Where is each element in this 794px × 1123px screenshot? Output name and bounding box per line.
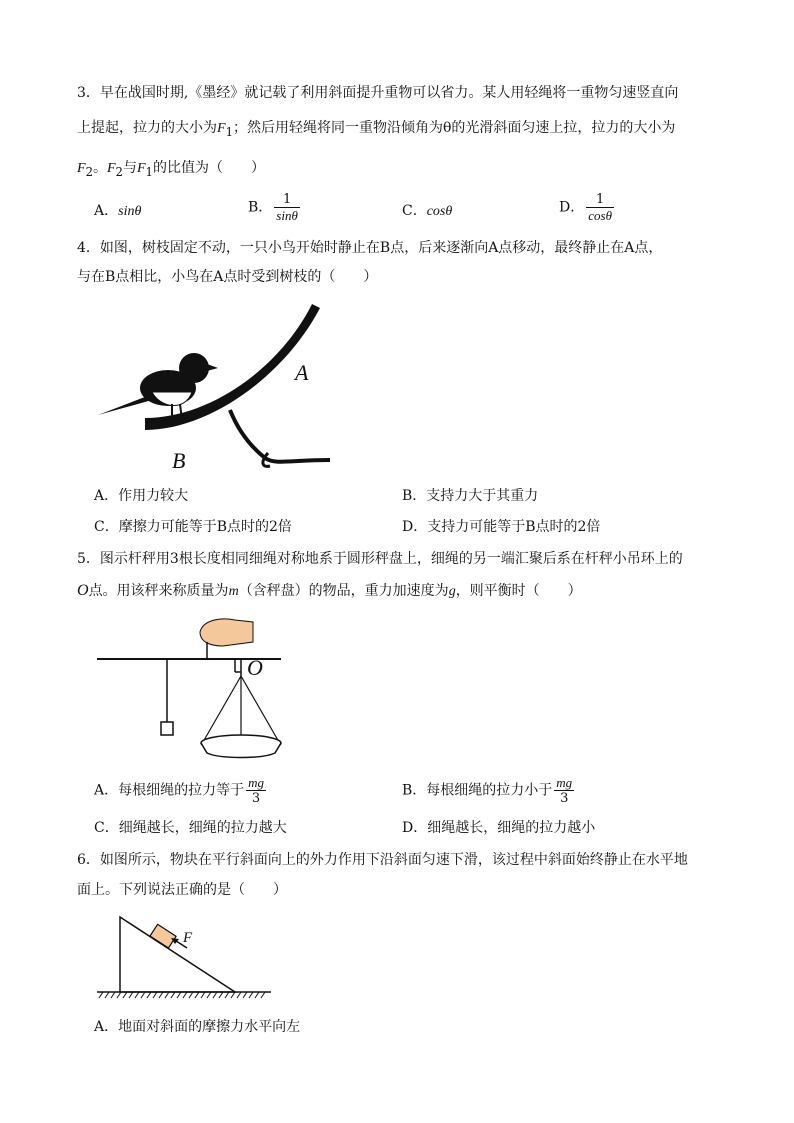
q5-option-b[interactable] — [402, 775, 574, 806]
q3-var-f1: F — [136, 161, 146, 176]
q5-option-a[interactable] — [94, 775, 266, 806]
q3-text: 上提起，拉力的大小为 — [77, 120, 217, 136]
q3-sub: 2 — [115, 164, 123, 179]
label-a: A — [295, 360, 309, 385]
q5-var-o: O — [77, 582, 89, 599]
q5-line-1: 5．图示杆秤用3根长度相同细绳对称地系于圆形秤盘上，细绳的另一端汇聚后系在杆秤小吊环上的 — [77, 551, 683, 567]
fraction-denominator: 3 — [251, 791, 261, 806]
q3-text: 。 — [92, 160, 107, 176]
q4-line-2: 与在B点相比，小鸟在A点时受到树枝的（ ） — [77, 269, 378, 285]
q4-option-c[interactable]: C．摩擦力可能等于B点时的2倍 — [94, 519, 292, 535]
fraction — [246, 775, 266, 806]
fraction-denominator: 3 — [560, 791, 569, 806]
q6-line-1: 6．如图所示，物块在平行斜面向上的外力作用下沿斜面匀速下滑，该过程中斜面始终静止在水平地 — [77, 852, 688, 868]
q3-option-b[interactable] — [248, 192, 300, 223]
fraction — [586, 192, 614, 223]
q6-line-2: 面上。下列说法正确的是（ ） — [77, 882, 287, 898]
string-right — [241, 676, 279, 742]
q5-var-g: g — [448, 584, 456, 599]
q3-var-f2: F — [77, 161, 86, 176]
q3-line-1: 3．早在战国时期,《墨经》就记载了利用斜面提升重物可以省力。某人用轻绳将一重物匀速竖直向 — [77, 85, 679, 101]
q3-sub: 1 — [225, 124, 233, 139]
q4-option-a[interactable]: A．作用力较大 — [94, 488, 189, 504]
q3-text: 的比值为（ ） — [152, 160, 265, 176]
q3-var-f2: F — [106, 161, 116, 176]
weight-block — [161, 722, 173, 735]
q5-option-c[interactable]: C．细绳越长，细绳的拉力越大 — [94, 820, 287, 836]
q5-var-m: m — [228, 584, 239, 599]
q3-option-c[interactable] — [402, 201, 452, 222]
fraction — [274, 192, 300, 223]
q3-line-3 — [77, 158, 265, 182]
fraction-denominator: cosθ — [588, 208, 612, 223]
option-label: A． — [94, 203, 119, 219]
bird-on-branch-figure — [90, 300, 340, 475]
q4-option-b[interactable]: B．支持力大于其重力 — [402, 488, 539, 504]
fraction-numerator: 1 — [274, 192, 300, 208]
fraction-numerator: 1 — [586, 192, 614, 208]
option-text: A．每根细绳的拉力等于 — [94, 782, 245, 799]
fraction-denominator: sinθ — [276, 208, 298, 223]
q3-var-f1: F — [217, 121, 226, 136]
label-b: B — [172, 448, 186, 473]
q3-text: ；然后用轻绳将同一重物沿倾角为θ的光滑斜面匀速上拉，拉力的大小为 — [232, 120, 676, 136]
q5-option-d[interactable]: D．细绳越长，细绳的拉力越小 — [402, 820, 596, 836]
q3-text: 与 — [122, 160, 137, 176]
option-value: sinθ — [118, 204, 142, 219]
q5-line-2 — [77, 581, 582, 602]
q3-option-a[interactable] — [94, 201, 141, 222]
ground-hatching — [99, 992, 265, 998]
q3-sub: 2 — [85, 164, 93, 179]
option-text: B．每根细绳的拉力小于 — [402, 782, 553, 799]
hand-icon — [200, 619, 253, 659]
incline-figure — [95, 912, 275, 1002]
option-label: C． — [402, 203, 427, 219]
q5-text: ，则平衡时（ ） — [455, 583, 582, 599]
q4-option-d[interactable]: D．支持力可能等于B点时的2倍 — [402, 519, 601, 535]
q5-text: （含秤盘）的物品，重力加速度为 — [238, 583, 449, 599]
option-label: D． — [559, 199, 585, 216]
q6-option-a[interactable]: A．地面对斜面的摩擦力水平向左 — [94, 1019, 301, 1035]
label-o: O — [247, 655, 263, 680]
fraction — [554, 775, 574, 806]
label-f: F — [183, 930, 193, 946]
option-value: cosθ — [426, 204, 453, 219]
q3-sub: 1 — [145, 164, 153, 179]
q3-line-2 — [77, 118, 675, 142]
string-left — [203, 676, 241, 742]
fraction-numerator: mg — [556, 775, 573, 790]
q3-option-d[interactable] — [559, 192, 614, 223]
fraction-numerator: mg — [248, 775, 265, 790]
incline — [120, 917, 235, 992]
q5-text: 点。用该秤来称质量为 — [88, 583, 229, 599]
q4-line-1: 4．如图，树枝固定不动，一只小鸟开始时静止在B点，后来逐渐向A点移动，最终静止在A点， — [77, 240, 663, 256]
steelyard-figure — [95, 612, 285, 767]
branch-twig — [230, 410, 330, 462]
option-label: B． — [248, 199, 273, 216]
